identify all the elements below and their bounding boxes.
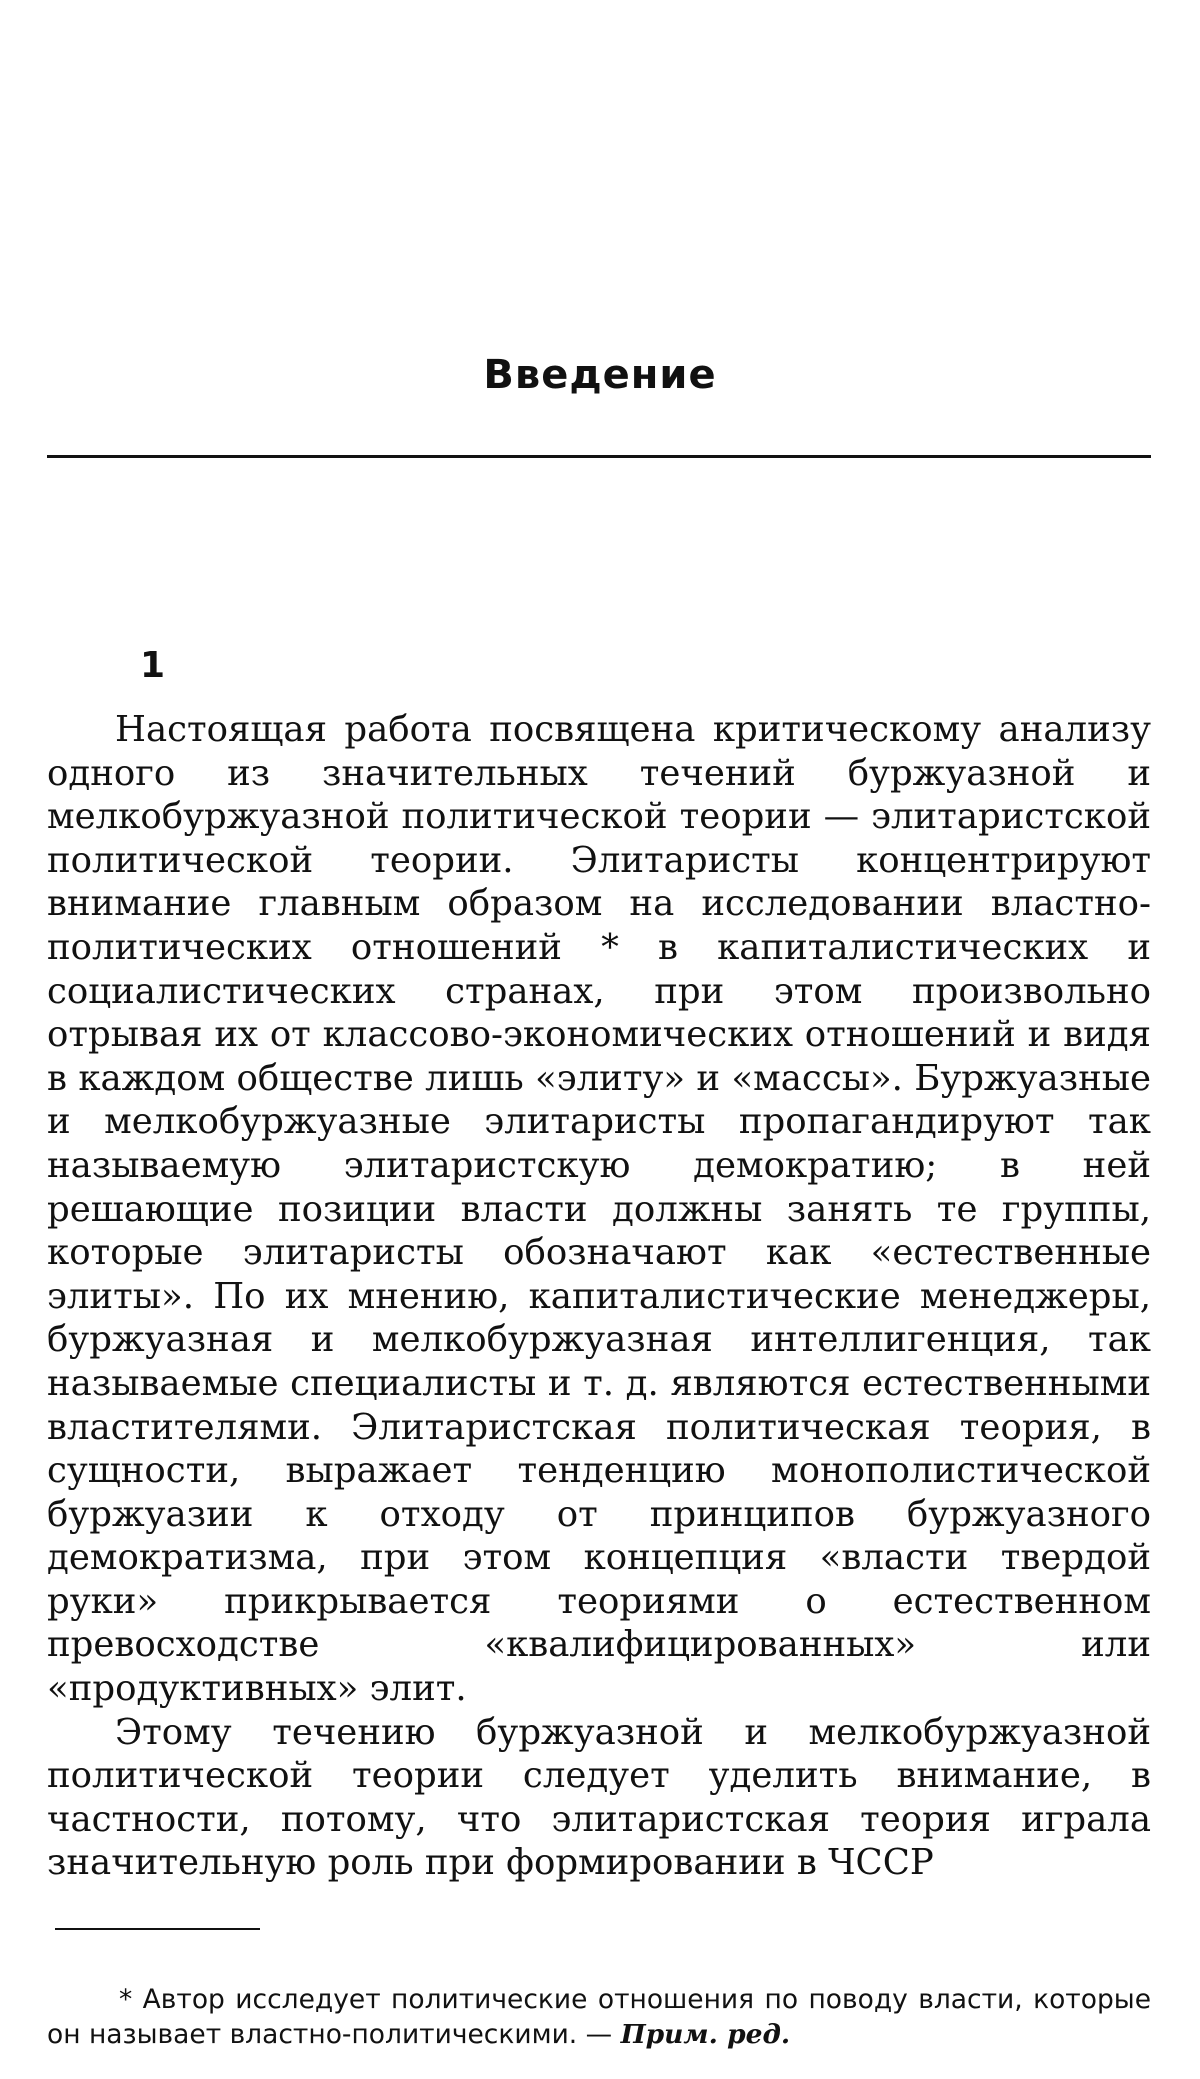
footnote-text: * Автор исследует политические отношения по поводу власти, которые он называет властно-политическими. — [47,1984,1151,2050]
footnote-divider [55,1928,260,1930]
chapter-title: Введение [483,352,717,398]
paragraph-2: Этому течению буржуазной и мелкобуржуазной политической теории следует уделить внимание, в частности, потому, что элитаристская теория играла значительную роль при формировании в ЧССР [47,1711,1151,1884]
main-text [47,708,1151,1885]
title-divider [47,455,1151,458]
paragraph-1: Настоящая работа посвящена критическому анализу одного из значительных течений буржуазной и мелкобуржуазной политической теории — элитаристской политической теории. Элитаристы концентрируют внимание главным образом на исследовании властно-политических отношений * в капиталистических и социалистических странах, при этом произвольно отрывая их от классово-экономических отношений и видя в каждом обществе лишь «элиту» и «массы». Буржуазные и мелкобуржуазные элитаристы пропагандируют так называемую элитаристскую демократию; в ней решающие позиции власти должны занять те группы, которые элитаристы обозначают как «естественные элиты». По их мнению, капиталистические менеджеры, буржуазная и мелкобуржуазная интеллигенция, так называемые специалисты и т. д. являются естественными властителями. Элитаристская политическая теория, в сущности, выражает тенденцию монополистической буржуазии к отходу от принципов буржуазного демократизма, при этом концепция «власти твердой руки» прикрывается теориями о естественном превосходстве «квалифицированных» или «продуктивных» элит. [47,709,1151,1710]
editor-note: Прим. ред. [620,2019,791,2050]
section-number: 1 [140,645,166,686]
footnote [47,1982,1151,2052]
